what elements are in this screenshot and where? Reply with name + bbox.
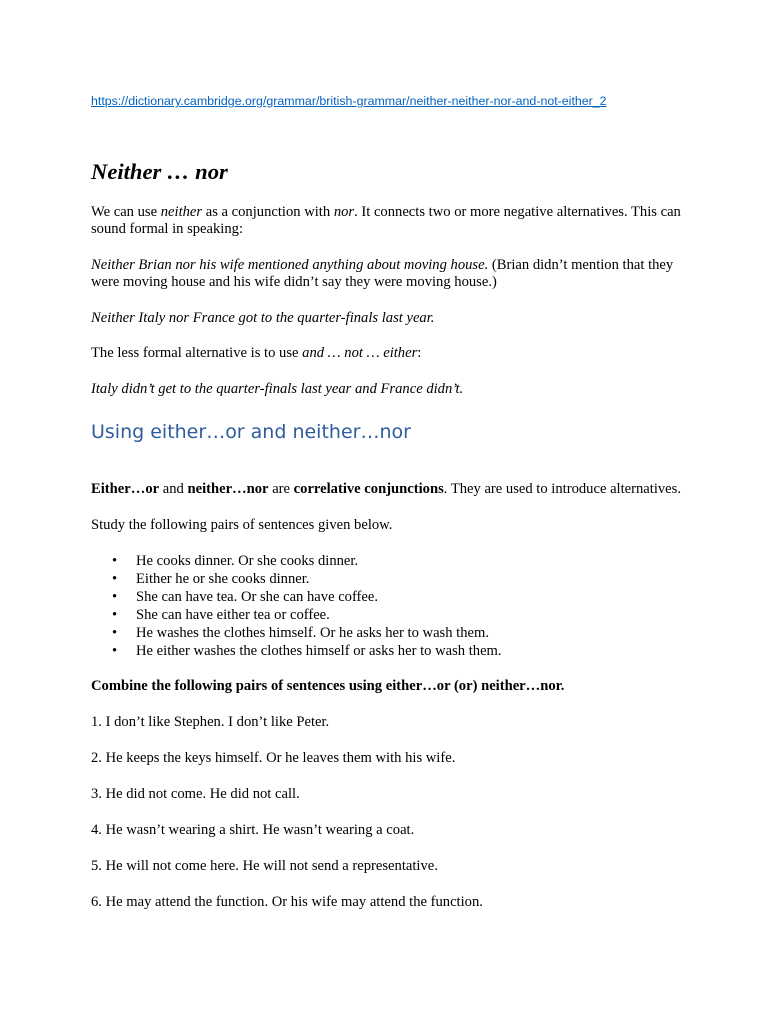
- bold-correlative-conjunctions: correlative conjunctions: [293, 481, 444, 497]
- list-item-text: Either he or she cooks dinner.: [136, 571, 310, 587]
- bullet-icon: •: [112, 589, 118, 605]
- bullet-icon: •: [112, 607, 118, 623]
- list-item-text: She can have either tea or coffee.: [136, 607, 330, 623]
- correlative-text-3: . They are used to introduce alternatives.: [443, 481, 681, 497]
- alternative-text-2: :: [417, 345, 422, 361]
- exercise-title-bold: Combine the following pairs of sentences using either…or (or) neither…nor.: [91, 678, 565, 694]
- correlative-text-1: and: [159, 481, 188, 497]
- example-1-explanation: (Brian didn’t mention that they were moving house and his wife didn’t say they were moving house.): [91, 257, 674, 290]
- heading-neither-nor: Neither … nor: [91, 159, 228, 184]
- correlative-paragraph: [91, 481, 685, 498]
- exercise-item-1: 1. I don’t like Stephen. I don’t like Peter.: [91, 714, 330, 730]
- heading-using-either-or: Using either…or and neither…nor: [91, 421, 411, 443]
- sentence-pairs-list: [91, 552, 685, 660]
- intro-paragraph: [91, 204, 685, 238]
- exercise-item-3: 3. He did not come. He did not call.: [91, 786, 300, 802]
- example-1: [91, 257, 685, 291]
- list-item: [112, 552, 685, 570]
- bullet-icon: •: [112, 643, 118, 659]
- alternative-italic: and … not … either: [302, 345, 418, 361]
- list-item: [112, 570, 685, 588]
- list-item: [112, 606, 685, 624]
- intro-text-3: . It connects two or more negative alternatives. This can sound formal in speaking:: [91, 204, 681, 237]
- list-item-text: He cooks dinner. Or she cooks dinner.: [136, 553, 359, 569]
- example-3: Italy didn’t get to the quarter-finals last year and France didn’t.: [91, 381, 464, 397]
- exercise-item-6: 6. He may attend the function. Or his wife may attend the function.: [91, 894, 483, 910]
- exercise-item-2: 2. He keeps the keys himself. Or he leaves them with his wife.: [91, 750, 456, 766]
- alternative-text-1: The less formal alternative is to use: [91, 345, 303, 361]
- exercise-item-4: 4. He wasn’t wearing a shirt. He wasn’t wearing a coat.: [91, 822, 415, 838]
- bullet-icon: •: [112, 625, 118, 641]
- list-item: [112, 588, 685, 606]
- intro-italic-nor: nor: [333, 204, 355, 220]
- list-item-text: She can have tea. Or she can have coffee.: [136, 589, 379, 605]
- bullet-icon: •: [112, 571, 118, 587]
- example-1-italic: Neither Brian nor his wife mentioned anything about moving house.: [91, 257, 489, 273]
- correlative-text-2: are: [268, 481, 294, 497]
- intro-text-1: We can use: [91, 204, 161, 220]
- intro-text-2: as a conjunction with: [202, 204, 334, 220]
- list-item: [112, 624, 685, 642]
- alternative-paragraph: [91, 345, 685, 362]
- bullet-icon: •: [112, 553, 118, 569]
- study-instruction: Study the following pairs of sentences given below.: [91, 517, 393, 533]
- list-item-text: He either washes the clothes himself or asks her to wash them.: [136, 643, 502, 659]
- intro-italic-neither: neither: [160, 204, 203, 220]
- list-item: [112, 642, 685, 660]
- exercise-title: [91, 678, 685, 695]
- bold-neither-nor: neither…nor: [187, 481, 269, 497]
- exercise-item-5: 5. He will not come here. He will not send a representative.: [91, 858, 438, 874]
- source-link[interactable]: https://dictionary.cambridge.org/grammar/british-grammar/neither-neither-nor-and-not-either_2: [91, 94, 607, 108]
- list-item-text: He washes the clothes himself. Or he asks her to wash them.: [136, 625, 490, 641]
- document-content: [91, 93, 685, 911]
- example-2: Neither Italy nor France got to the quarter-finals last year.: [91, 310, 435, 326]
- bold-either-or: Either…or: [91, 481, 160, 497]
